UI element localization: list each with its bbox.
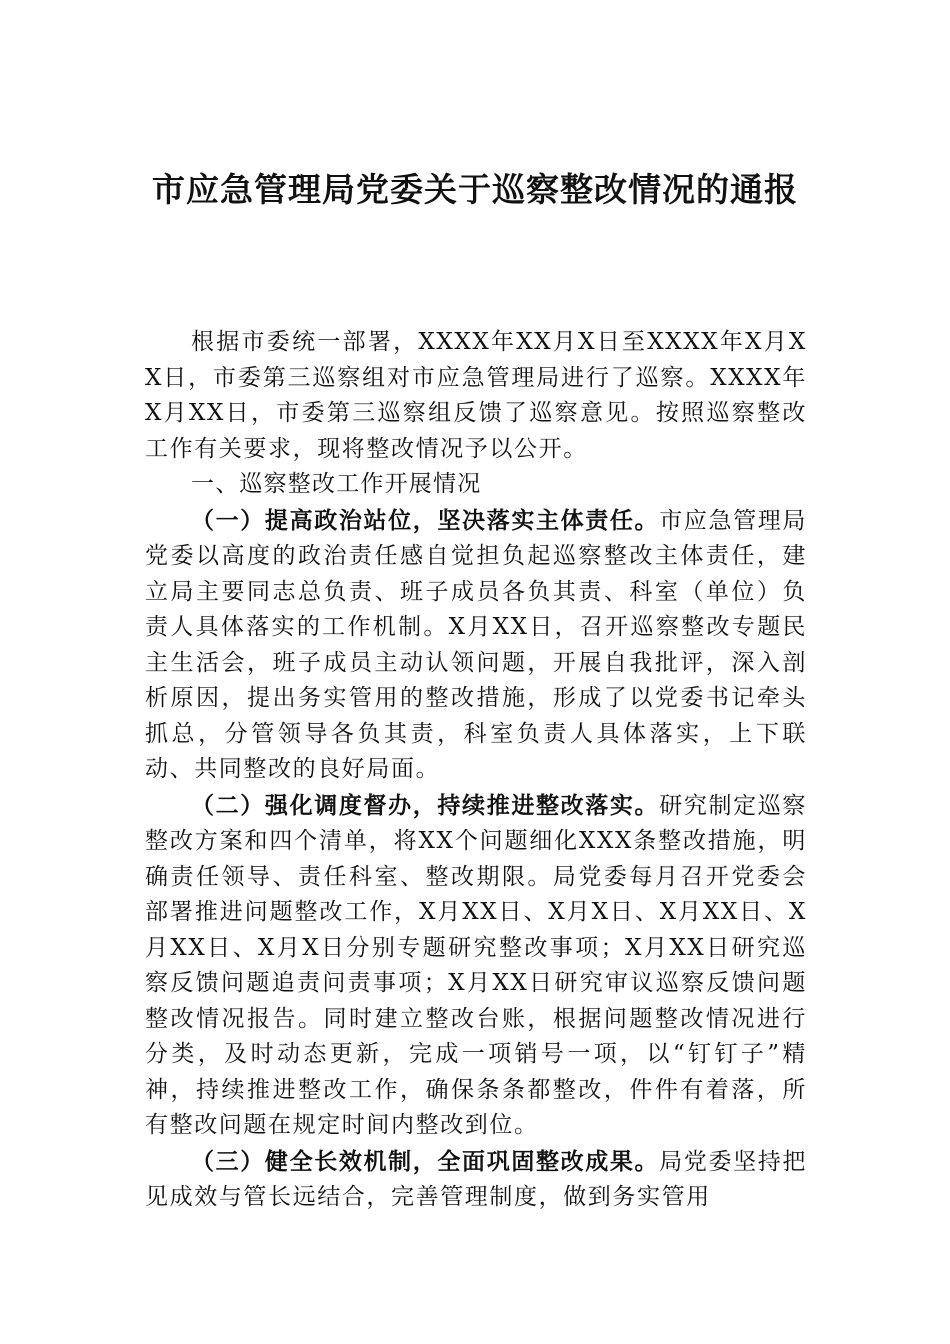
item-text-1: 市应急管理局党委以高度的政治责任感自觉担负起巡察整改主体责任，建立局主要同志总负责、班子成员各负其责、科室（单位）负责人具体落实的工作机制。X月XX日，召开巡察整改专题民主生活会，班子成员主动认领问题，开展自我批评，深入剖析原因，提出务实管用的整改措施，形成了以党委书记牵头抓总，分管领导各负其责，科室负责人具体落实，上下联动、共同整改的良好局面。 (145, 507, 807, 782)
item-text-3: 局党委坚持把见成效与管长远结合，完善管理制度，做到务实管用 (145, 1148, 807, 1210)
item-paragraph-1 (145, 503, 807, 788)
item-lead-1: （一）提高政治站位，坚决落实主体责任。 (191, 506, 660, 534)
item-lead-2: （二）强化调度督办，持续推进整改落实。 (191, 791, 660, 819)
document-title: 市应急管理局党委关于巡察整改情况的通报 (152, 170, 798, 209)
document-body (145, 325, 807, 1216)
section-heading: 一、巡察整改工作开展情况 (191, 471, 482, 497)
item-paragraph-2 (145, 788, 807, 1144)
item-text-2: 研究制定巡察整改方案和四个清单，将XX个问题细化XXX条整改措施，明确责任领导、责任科室、整改期限。局党委每月召开党委会部署推进问题整改工作，X月XX日、X月X日、X月XX日、X月XX日、X月X日分别专题研究整改事项；X月XX日研究巡察反馈问题追责问责事项；X月XX日研究审议巡察反馈问题整改情况报告。同时建立整改台账，根据问题整改情况进行分类，及时动态更新，完成一项销号一项，以“钉钉子”精神，持续推进整改工作，确保条条都整改，件件有着落，所有整改问题在规定时间内整改到位。 (145, 792, 807, 1138)
intro-paragraph: 根据市委统一部署，XXXX年XX月X日至XXXX年X月XX日，市委第三巡察组对市应急管理局进行了巡察。XXXX年X月XX日，市委第三巡察组反馈了巡察意见。按照巡察整改工作有关要求，现将整改情况予以公开。 (145, 329, 807, 462)
item-lead-3: （三）健全长效机制，全面巩固整改成果。 (191, 1147, 660, 1175)
item-paragraph-3 (145, 1144, 807, 1216)
